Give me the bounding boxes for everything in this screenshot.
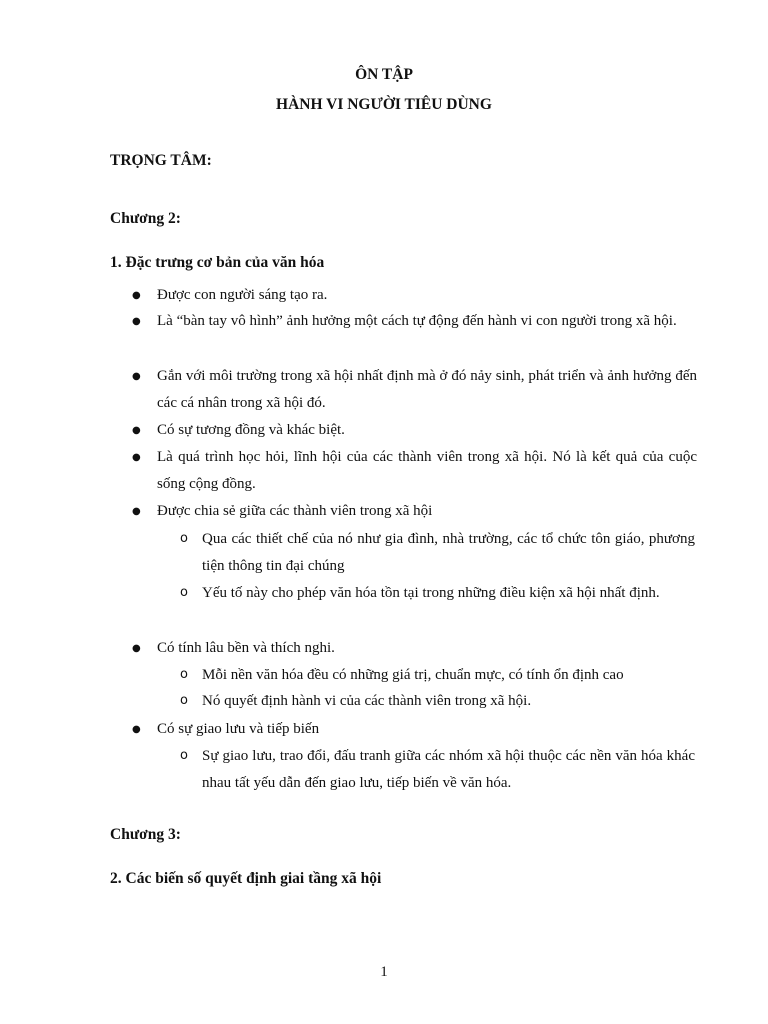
list-item: ● Có sự tương đồng và khác biệt. [157,417,697,444]
chapter-2-heading: Chương 2: [110,210,181,227]
sub-list-item: o Qua các thiết chế của nó như gia đình, nhà trường, các tổ chức tôn giáo, phương tiện thông tin đại chúng [202,526,695,580]
list-item: ● Là “bàn tay vô hình” ảnh hưởng một cách tự động đến hành vi con người trong xã hội. [157,308,697,335]
focus-heading: TRỌNG TÂM: [110,152,212,169]
list-item: ● Có sự giao lưu và tiếp biến [157,716,697,743]
list-item: ● Được con người sáng tạo ra. [157,282,697,309]
section-2-title: 2. Các biến số quyết định giai tầng xã hội [110,870,382,887]
document-title: ÔN TẬP [355,66,413,83]
page-number: 1 [380,964,388,980]
list-item: ● Gắn với môi trường trong xã hội nhất định mà ở đó nảy sinh, phát triển và ảnh hưởng đến các cá nhân trong xã hội đó. [157,363,697,417]
sub-list-item: o Nó quyết định hành vi của các thành viên trong xã hội. [202,688,695,715]
sub-list-item: o Yếu tố này cho phép văn hóa tồn tại trong những điều kiện xã hội nhất định. [202,580,695,607]
section-1-title: 1. Đặc trưng cơ bản của văn hóa [110,254,325,271]
document-subtitle: HÀNH VI NGƯỜI TIÊU DÙNG [276,96,492,113]
sub-list-item: o Sự giao lưu, trao đổi, đấu tranh giữa các nhóm xã hội thuộc các nền văn hóa khác nhau tất yếu dẫn đến giao lưu, tiếp biến về văn hóa. [202,743,695,797]
list-item: ● Có tính lâu bền và thích nghi. [157,635,697,662]
sub-list-item: o Mỗi nền văn hóa đều có những giá trị, chuẩn mực, có tính ổn định cao [202,662,695,689]
chapter-3-heading: Chương 3: [110,826,181,843]
list-item: ● Được chia sẻ giữa các thành viên trong xã hội [157,498,697,525]
list-item: ● Là quá trình học hỏi, lĩnh hội của các thành viên trong xã hội. Nó là kết quả của cuộc sống cộng đồng. [157,444,697,498]
